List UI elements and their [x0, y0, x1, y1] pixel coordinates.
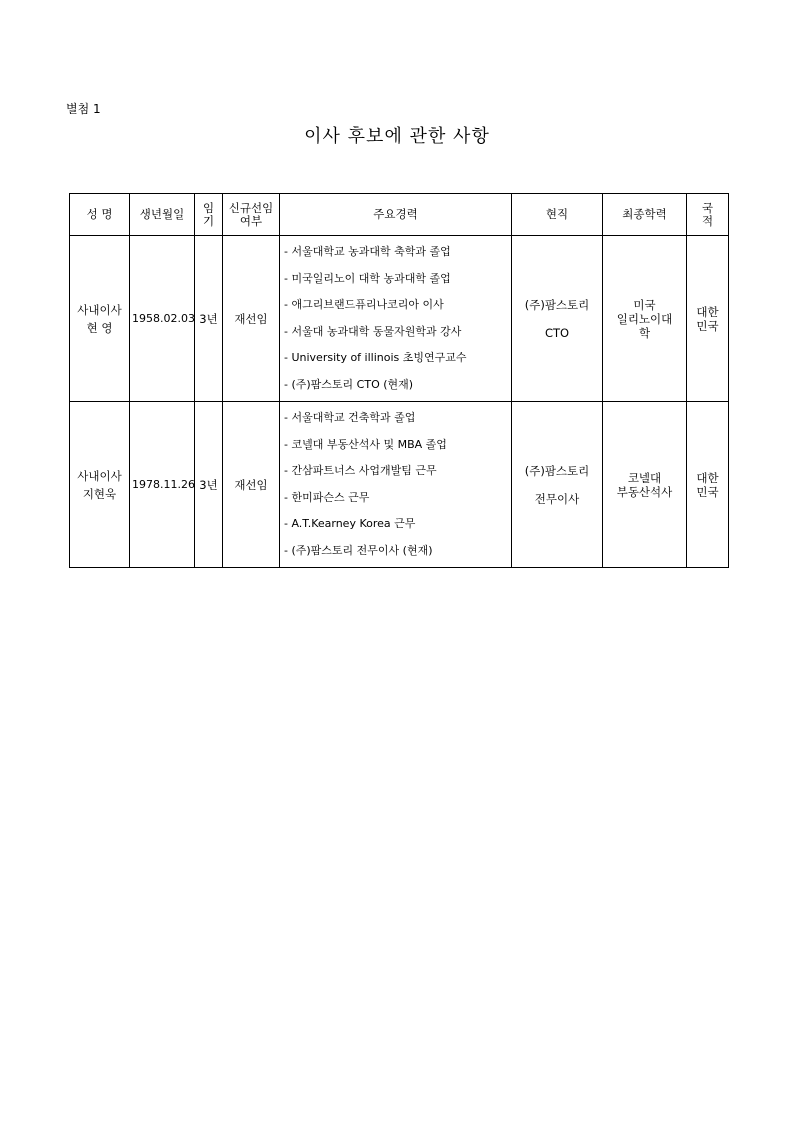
career-item: - (주)팜스토리 CTO (현재): [284, 377, 414, 391]
cell-name: [70, 236, 130, 402]
table-row: [70, 402, 729, 568]
edu-line: 일리노이대: [616, 311, 673, 326]
cell-career: [280, 236, 512, 402]
current-company: (주)팜스토리: [524, 297, 590, 312]
nation-line: 대한: [696, 304, 719, 319]
cell-current: [512, 236, 603, 402]
cell-term: 3년: [195, 236, 223, 402]
cell-nation: [687, 402, 729, 568]
current-company: (주)팜스토리: [524, 463, 590, 478]
header-term-line2: 기: [202, 213, 215, 228]
header-term: [195, 194, 223, 236]
career-item: - (주)팜스토리 전무이사 (현재): [284, 543, 433, 557]
current-title: 전무이사: [534, 491, 580, 506]
current-title: CTO: [544, 325, 570, 340]
cell-current: [512, 402, 603, 568]
header-birth: 생년월일: [130, 194, 195, 236]
header-nation: [687, 194, 729, 236]
header-appoint-line2: 여부: [239, 213, 263, 228]
cell-birth: 1978.11.26: [130, 402, 195, 568]
header-current: 현직: [512, 194, 603, 236]
nation-line: 대한: [696, 470, 719, 485]
header-nation-line2: 적: [701, 213, 714, 228]
header-nation-line1: 국: [701, 200, 714, 215]
edu-line: 학: [638, 325, 651, 340]
nation-line: 민국: [696, 484, 719, 499]
career-item: - 애그리브랜드퓨리나코리아 이사: [284, 298, 444, 311]
nation-line: 민국: [696, 318, 719, 333]
table-row: [70, 236, 729, 402]
attachment-label: 별첨 1: [66, 102, 101, 116]
career-item: - 서울대학교 건축학과 졸업: [284, 411, 416, 424]
career-item: - 코넬대 부동산석사 및 MBA 졸업: [284, 437, 447, 451]
career-item: - 간삼파트너스 사업개발팀 근무: [284, 464, 437, 477]
edu-line: 코넬대: [627, 470, 662, 485]
career-item: - 한미파슨스 근무: [284, 490, 370, 504]
name-person: 지현욱: [82, 486, 117, 501]
page-title: 이사 후보에 관한 사항: [304, 126, 490, 147]
cell-birth: 1958.02.03: [130, 236, 195, 402]
name-person: 현 영: [86, 320, 113, 335]
name-position: 사내이사: [77, 468, 122, 483]
edu-line: 부동산석사: [616, 484, 673, 499]
cell-appoint: 재선임: [223, 236, 280, 402]
cell-education: [603, 236, 687, 402]
career-item: - A.T.Kearney Korea 근무: [284, 517, 416, 530]
header-career: 주요경력: [280, 194, 512, 236]
header-appoint: [223, 194, 280, 236]
cell-appoint: 재선임: [223, 402, 280, 568]
career-item: - 미국일리노이 대학 농과대학 졸업: [284, 271, 451, 285]
cell-education: [603, 402, 687, 568]
cell-career: [280, 402, 512, 568]
cell-name: [70, 402, 130, 568]
cell-term: 3년: [195, 402, 223, 568]
header-education: 최종학력: [603, 194, 687, 236]
career-item: - 서울대학교 농과대학 축학과 졸업: [284, 245, 451, 258]
name-position: 사내이사: [77, 302, 122, 317]
career-item: - University of illinois 초빙연구교수: [284, 351, 467, 364]
career-item: - 서울대 농과대학 동물자원학과 강사: [284, 324, 462, 338]
header-appoint-line1: 신규선임: [228, 200, 274, 215]
header-name: 성 명: [70, 194, 130, 236]
edu-line: 미국: [633, 297, 656, 312]
candidate-table: [69, 193, 729, 568]
header-term-line1: 임: [202, 200, 215, 215]
cell-nation: [687, 236, 729, 402]
header-row: [70, 194, 729, 236]
